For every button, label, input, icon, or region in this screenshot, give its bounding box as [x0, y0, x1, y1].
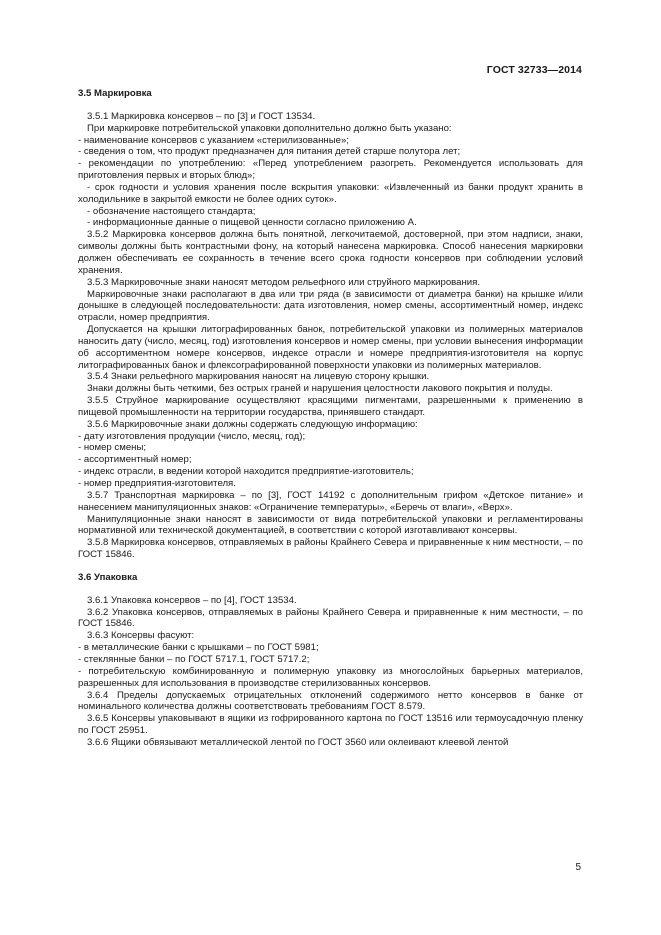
paragraph: 3.6.1 Упаковка консервов – по [4], ГОСТ 13534. — [87, 594, 297, 606]
paragraph: 3.6.4 Пределы допускаемых отрицательных отклонений содержимого нетто консервов в банке от номинального количества должны соответствовать требованиям ГОСТ 8.579. — [78, 689, 583, 713]
list-item: - ассортиментный номер; — [78, 454, 192, 466]
list-item: - срок годности и условия хранения после вскрытия упаковки: «Извлеченный из банки продукт хранить в холодильнике в закрытой емкости не более одних суток». — [78, 181, 583, 205]
list-item: - в металлические банки с крышками – по ГОСТ 5981; — [78, 642, 319, 654]
page-number: 5 — [575, 862, 581, 873]
list-item: - номер смены; — [78, 442, 147, 454]
list-item: - информационные данные о пищевой ценности согласно приложению А. — [87, 217, 417, 229]
paragraph: 3.5.1 Маркировка консервов – по [3] и ГОСТ 13534. — [87, 110, 316, 122]
list-item: - индекс отрасли, в ведении которой находится предприятие-изготовитель; — [78, 466, 414, 478]
paragraph: Допускается на крышки литографированных банок, потребительской упаковки из полимерных материалов наносить дату (число, месяц, год) изготовления консервов и номер смены, при условии вынесения информации об ассортиментном номере консервов, индексе отрасли и номере предприятия-изготовителя на корпус литографированных банок и флексографированной поверхности упаковки из полимерных материалов. — [78, 324, 583, 371]
paragraph: 3.5.4 Знаки рельефного маркирования наносят на лицевую сторону крышки. — [87, 371, 430, 383]
paragraph: 3.5.5 Струйное маркирование осуществляют красящими пигментами, разрешенными к применению в пищевой промышленности на территории государства, принявшего стандарт. — [78, 395, 583, 418]
page-content — [78, 88, 583, 749]
paragraph: 3.6.2 Упаковка консервов, отправляемых в районы Крайнего Севера и приравненные к ним местности, – по ГОСТ 15846. — [78, 606, 583, 630]
list-item: - стеклянные банки – по ГОСТ 5717.1, ГОСТ 5717.2; — [78, 653, 310, 665]
paragraph: 3.5.7 Транспортная маркировка – по [3], ГОСТ 14192 с дополнительным грифом «Детское питание» и нанесением манипуляционных знаков: «Ограничение температуры», «Беречь от влаги», «Верх». — [78, 489, 583, 513]
section-heading-marking: 3.5 Маркировка — [78, 88, 152, 99]
list-item: - потребительскую комбинированную и полимерную упаковку из многослойных барьерных материалов, разрешенных для использования в производстве стерилизованных консервов. — [78, 665, 583, 689]
list-item: - сведения о том, что продукт предназначен для питания детей старше полутора лет; — [78, 146, 461, 158]
paragraph: 3.6.5 Консервы упаковывают в ящики из гофрированного картона по ГОСТ 13516 или термоусадочную пленку по ГОСТ 25951. — [78, 713, 583, 737]
paragraph: 3.5.8 Маркировка консервов, отправляемых в районы Крайнего Севера и приравненные к ним местности, – по ГОСТ 15846. — [78, 537, 583, 561]
paragraph: 3.5.2 Маркировка консервов должна быть понятной, легкочитаемой, достоверной, при этом надписи, знаки, символы должны быть контрастными фону, на который нанесена маркировка. Способ нанесения маркировки должен обеспечивать ее сохранность в течение всего срока годности консервов при соблюдении условий хранения. — [78, 229, 583, 276]
paragraph: Манипуляционные знаки наносят в зависимости от вида потребительской упаковки и регламентированы нормативной или технической документацией, в соответствии с которой изготавливают консервы. — [78, 513, 583, 537]
paragraph: 3.5.3 Маркировочные знаки наносят методом рельефного или струйного маркирования. — [87, 276, 481, 288]
paragraph: Маркировочные знаки располагают в два или три ряда (в зависимости от диаметра банки) на крышке и/или донышке в следующей последовательности: дата изготовления, номер смены, ассортиментный номер, индекс отрасли, номер предприятия. — [78, 288, 583, 324]
list-item: - дату изготовления продукции (число, месяц, год); — [78, 430, 306, 442]
section-heading-packaging: 3.6 Упаковка — [78, 571, 138, 583]
paragraph: 3.5.6 Маркировочные знаки должны содержать следующую информацию: — [87, 418, 418, 430]
list-item: - номер предприятия-изготовителя. — [78, 478, 236, 489]
list-item: - обозначение настоящего стандарта; — [87, 205, 256, 217]
list-item: - наименование консервов с указанием «стерилизованные»; — [78, 134, 349, 146]
document-code: ГОСТ 32733—2014 — [486, 64, 582, 76]
paragraph: 3.6.6 Ящики обвязывают металлической лентой по ГОСТ 3560 или оклеивают клеевой лентой — [87, 736, 509, 748]
paragraph: Знаки должны быть четкими, без острых граней и нарушения целостности лакового покрытия и полуды. — [87, 383, 553, 395]
paragraph: При маркировке потребительской упаковки дополнительно должно быть указано: — [87, 122, 452, 134]
paragraph: 3.6.3 Консервы фасуют: — [87, 630, 195, 642]
list-item: - рекомендации по употреблению: «Перед употреблением разогреть. Рекомендуется использовать для приготовления первых и вторых блюд»; — [78, 158, 583, 182]
